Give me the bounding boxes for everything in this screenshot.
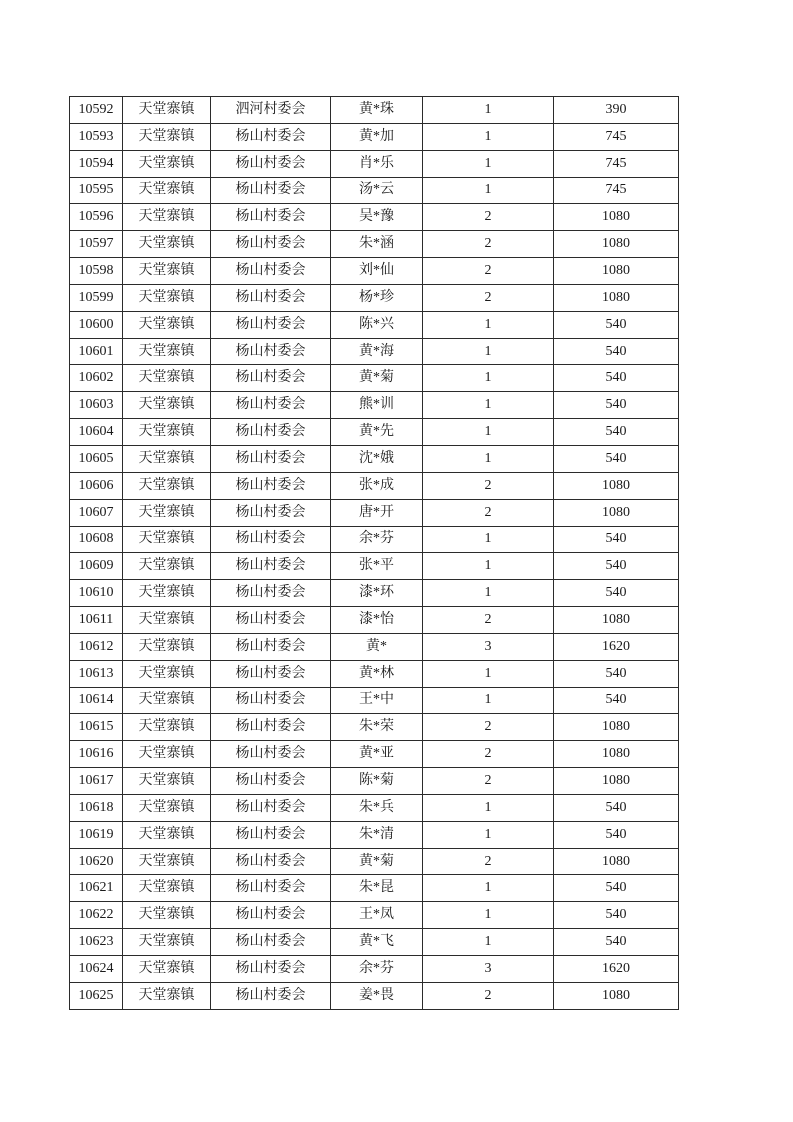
cell-id: 10614 — [70, 687, 123, 714]
cell-name: 王*凤 — [331, 902, 423, 929]
table-row — [70, 526, 679, 553]
cell-name: 陈*兴 — [331, 311, 423, 338]
cell-count: 3 — [423, 956, 554, 983]
table-row — [70, 929, 679, 956]
cell-name: 黄*林 — [331, 660, 423, 687]
cell-count: 2 — [423, 741, 554, 768]
table-row — [70, 607, 679, 634]
cell-village: 杨山村委会 — [211, 929, 331, 956]
cell-id: 10604 — [70, 419, 123, 446]
cell-count: 1 — [423, 97, 554, 124]
cell-id: 10595 — [70, 177, 123, 204]
cell-town: 天堂寨镇 — [123, 875, 211, 902]
cell-count: 1 — [423, 338, 554, 365]
cell-name: 漆*环 — [331, 580, 423, 607]
cell-village: 泗河村委会 — [211, 97, 331, 124]
cell-count: 2 — [423, 258, 554, 285]
cell-amount: 1080 — [554, 231, 679, 258]
cell-id: 10616 — [70, 741, 123, 768]
cell-village: 杨山村委会 — [211, 338, 331, 365]
cell-amount: 1080 — [554, 848, 679, 875]
cell-village: 杨山村委会 — [211, 580, 331, 607]
cell-village: 杨山村委会 — [211, 714, 331, 741]
table-row — [70, 365, 679, 392]
table-row — [70, 177, 679, 204]
cell-town: 天堂寨镇 — [123, 553, 211, 580]
cell-name: 唐*开 — [331, 499, 423, 526]
cell-town: 天堂寨镇 — [123, 526, 211, 553]
table-row — [70, 821, 679, 848]
cell-amount: 540 — [554, 311, 679, 338]
cell-amount: 1080 — [554, 204, 679, 231]
cell-amount: 745 — [554, 123, 679, 150]
cell-village: 杨山村委会 — [211, 311, 331, 338]
table-row — [70, 499, 679, 526]
cell-amount: 745 — [554, 150, 679, 177]
cell-name: 漆*怡 — [331, 607, 423, 634]
cell-count: 2 — [423, 472, 554, 499]
cell-village: 杨山村委会 — [211, 875, 331, 902]
table-row — [70, 150, 679, 177]
cell-amount: 1080 — [554, 714, 679, 741]
cell-id: 10619 — [70, 821, 123, 848]
cell-name: 朱*涵 — [331, 231, 423, 258]
cell-amount: 540 — [554, 445, 679, 472]
cell-count: 1 — [423, 526, 554, 553]
cell-name: 黄*海 — [331, 338, 423, 365]
table-row — [70, 714, 679, 741]
cell-town: 天堂寨镇 — [123, 392, 211, 419]
cell-town: 天堂寨镇 — [123, 472, 211, 499]
cell-id: 10608 — [70, 526, 123, 553]
cell-name: 姜*畏 — [331, 982, 423, 1009]
cell-name: 吴*豫 — [331, 204, 423, 231]
cell-count: 1 — [423, 392, 554, 419]
cell-count: 1 — [423, 419, 554, 446]
cell-count: 1 — [423, 687, 554, 714]
table-row — [70, 848, 679, 875]
cell-count: 1 — [423, 794, 554, 821]
cell-id: 10601 — [70, 338, 123, 365]
cell-count: 2 — [423, 499, 554, 526]
cell-id: 10600 — [70, 311, 123, 338]
cell-count: 3 — [423, 633, 554, 660]
cell-amount: 540 — [554, 580, 679, 607]
cell-id: 10621 — [70, 875, 123, 902]
table-row — [70, 875, 679, 902]
cell-amount: 1620 — [554, 633, 679, 660]
cell-town: 天堂寨镇 — [123, 499, 211, 526]
cell-village: 杨山村委会 — [211, 848, 331, 875]
cell-count: 2 — [423, 982, 554, 1009]
cell-village: 杨山村委会 — [211, 633, 331, 660]
table-row — [70, 258, 679, 285]
table-row — [70, 338, 679, 365]
cell-count: 1 — [423, 150, 554, 177]
table-row — [70, 97, 679, 124]
cell-name: 黄*珠 — [331, 97, 423, 124]
cell-village: 杨山村委会 — [211, 204, 331, 231]
cell-town: 天堂寨镇 — [123, 660, 211, 687]
cell-village: 杨山村委会 — [211, 231, 331, 258]
cell-id: 10598 — [70, 258, 123, 285]
cell-amount: 540 — [554, 553, 679, 580]
cell-town: 天堂寨镇 — [123, 177, 211, 204]
cell-town: 天堂寨镇 — [123, 284, 211, 311]
table-row — [70, 741, 679, 768]
cell-count: 2 — [423, 607, 554, 634]
cell-amount: 540 — [554, 794, 679, 821]
cell-town: 天堂寨镇 — [123, 768, 211, 795]
cell-id: 10609 — [70, 553, 123, 580]
cell-id: 10612 — [70, 633, 123, 660]
cell-count: 1 — [423, 177, 554, 204]
cell-amount: 1080 — [554, 607, 679, 634]
table-row — [70, 123, 679, 150]
cell-amount: 540 — [554, 687, 679, 714]
cell-town: 天堂寨镇 — [123, 687, 211, 714]
cell-village: 杨山村委会 — [211, 177, 331, 204]
cell-id: 10602 — [70, 365, 123, 392]
cell-town: 天堂寨镇 — [123, 633, 211, 660]
cell-count: 2 — [423, 848, 554, 875]
cell-name: 刘*仙 — [331, 258, 423, 285]
table-row — [70, 553, 679, 580]
cell-name: 余*芬 — [331, 526, 423, 553]
cell-id: 10605 — [70, 445, 123, 472]
cell-village: 杨山村委会 — [211, 660, 331, 687]
cell-name: 朱*荣 — [331, 714, 423, 741]
cell-name: 熊*训 — [331, 392, 423, 419]
table-row — [70, 284, 679, 311]
cell-village: 杨山村委会 — [211, 258, 331, 285]
cell-amount: 540 — [554, 419, 679, 446]
cell-count: 2 — [423, 204, 554, 231]
table-row — [70, 768, 679, 795]
cell-amount: 540 — [554, 660, 679, 687]
cell-name: 张*成 — [331, 472, 423, 499]
cell-amount: 1080 — [554, 258, 679, 285]
table-row — [70, 633, 679, 660]
cell-town: 天堂寨镇 — [123, 123, 211, 150]
cell-town: 天堂寨镇 — [123, 982, 211, 1009]
cell-amount: 1080 — [554, 768, 679, 795]
cell-village: 杨山村委会 — [211, 526, 331, 553]
cell-name: 黄*先 — [331, 419, 423, 446]
cell-id: 10596 — [70, 204, 123, 231]
cell-village: 杨山村委会 — [211, 123, 331, 150]
cell-name: 汤*云 — [331, 177, 423, 204]
cell-name: 朱*兵 — [331, 794, 423, 821]
cell-amount: 745 — [554, 177, 679, 204]
cell-count: 1 — [423, 123, 554, 150]
cell-id: 10592 — [70, 97, 123, 124]
cell-town: 天堂寨镇 — [123, 311, 211, 338]
cell-amount: 540 — [554, 365, 679, 392]
table-row — [70, 204, 679, 231]
cell-count: 1 — [423, 580, 554, 607]
cell-town: 天堂寨镇 — [123, 902, 211, 929]
cell-id: 10611 — [70, 607, 123, 634]
cell-name: 王*中 — [331, 687, 423, 714]
cell-count: 1 — [423, 365, 554, 392]
cell-town: 天堂寨镇 — [123, 794, 211, 821]
cell-village: 杨山村委会 — [211, 553, 331, 580]
cell-id: 10617 — [70, 768, 123, 795]
table-body — [70, 97, 679, 1010]
table-row — [70, 982, 679, 1009]
cell-amount: 1080 — [554, 982, 679, 1009]
cell-amount: 540 — [554, 821, 679, 848]
cell-town: 天堂寨镇 — [123, 445, 211, 472]
cell-village: 杨山村委会 — [211, 956, 331, 983]
cell-town: 天堂寨镇 — [123, 150, 211, 177]
cell-village: 杨山村委会 — [211, 392, 331, 419]
cell-name: 黄*飞 — [331, 929, 423, 956]
cell-town: 天堂寨镇 — [123, 714, 211, 741]
cell-amount: 1080 — [554, 499, 679, 526]
cell-name: 肖*乐 — [331, 150, 423, 177]
cell-count: 2 — [423, 714, 554, 741]
cell-town: 天堂寨镇 — [123, 741, 211, 768]
cell-id: 10625 — [70, 982, 123, 1009]
cell-village: 杨山村委会 — [211, 472, 331, 499]
cell-count: 2 — [423, 768, 554, 795]
cell-id: 10623 — [70, 929, 123, 956]
cell-count: 1 — [423, 875, 554, 902]
cell-count: 1 — [423, 445, 554, 472]
cell-count: 1 — [423, 821, 554, 848]
cell-village: 杨山村委会 — [211, 365, 331, 392]
cell-village: 杨山村委会 — [211, 982, 331, 1009]
cell-id: 10606 — [70, 472, 123, 499]
cell-village: 杨山村委会 — [211, 902, 331, 929]
cell-town: 天堂寨镇 — [123, 258, 211, 285]
cell-id: 10597 — [70, 231, 123, 258]
table-row — [70, 419, 679, 446]
cell-town: 天堂寨镇 — [123, 607, 211, 634]
cell-name: 张*平 — [331, 553, 423, 580]
cell-village: 杨山村委会 — [211, 499, 331, 526]
cell-village: 杨山村委会 — [211, 150, 331, 177]
cell-count: 1 — [423, 311, 554, 338]
cell-amount: 540 — [554, 929, 679, 956]
cell-town: 天堂寨镇 — [123, 419, 211, 446]
cell-id: 10593 — [70, 123, 123, 150]
cell-village: 杨山村委会 — [211, 768, 331, 795]
cell-name: 朱*清 — [331, 821, 423, 848]
cell-village: 杨山村委会 — [211, 821, 331, 848]
table-row — [70, 445, 679, 472]
beneficiary-table — [69, 96, 679, 1010]
cell-amount: 390 — [554, 97, 679, 124]
cell-id: 10599 — [70, 284, 123, 311]
cell-village: 杨山村委会 — [211, 741, 331, 768]
cell-name: 黄*菊 — [331, 365, 423, 392]
cell-amount: 540 — [554, 338, 679, 365]
cell-village: 杨山村委会 — [211, 687, 331, 714]
cell-count: 1 — [423, 902, 554, 929]
cell-id: 10620 — [70, 848, 123, 875]
cell-id: 10615 — [70, 714, 123, 741]
cell-amount: 540 — [554, 526, 679, 553]
cell-town: 天堂寨镇 — [123, 929, 211, 956]
cell-town: 天堂寨镇 — [123, 580, 211, 607]
cell-town: 天堂寨镇 — [123, 338, 211, 365]
cell-town: 天堂寨镇 — [123, 231, 211, 258]
table-row — [70, 392, 679, 419]
table-row — [70, 687, 679, 714]
cell-name: 黄* — [331, 633, 423, 660]
cell-count: 2 — [423, 284, 554, 311]
table-row — [70, 956, 679, 983]
table-row — [70, 231, 679, 258]
cell-amount: 1080 — [554, 284, 679, 311]
cell-name: 黄*加 — [331, 123, 423, 150]
cell-id: 10613 — [70, 660, 123, 687]
cell-count: 1 — [423, 929, 554, 956]
cell-town: 天堂寨镇 — [123, 204, 211, 231]
table-row — [70, 902, 679, 929]
cell-id: 10603 — [70, 392, 123, 419]
table-row — [70, 472, 679, 499]
cell-town: 天堂寨镇 — [123, 821, 211, 848]
cell-town: 天堂寨镇 — [123, 956, 211, 983]
cell-town: 天堂寨镇 — [123, 848, 211, 875]
cell-village: 杨山村委会 — [211, 419, 331, 446]
cell-amount: 1080 — [554, 472, 679, 499]
cell-id: 10607 — [70, 499, 123, 526]
cell-id: 10618 — [70, 794, 123, 821]
cell-id: 10622 — [70, 902, 123, 929]
table-row — [70, 660, 679, 687]
cell-town: 天堂寨镇 — [123, 97, 211, 124]
table-row — [70, 580, 679, 607]
cell-amount: 540 — [554, 902, 679, 929]
cell-name: 沈*娥 — [331, 445, 423, 472]
cell-name: 朱*昆 — [331, 875, 423, 902]
table-row — [70, 311, 679, 338]
cell-name: 余*芬 — [331, 956, 423, 983]
cell-name: 杨*珍 — [331, 284, 423, 311]
cell-name: 陈*菊 — [331, 768, 423, 795]
cell-village: 杨山村委会 — [211, 284, 331, 311]
cell-id: 10624 — [70, 956, 123, 983]
cell-amount: 1620 — [554, 956, 679, 983]
cell-village: 杨山村委会 — [211, 445, 331, 472]
cell-amount: 540 — [554, 875, 679, 902]
cell-count: 1 — [423, 660, 554, 687]
cell-id: 10594 — [70, 150, 123, 177]
cell-amount: 1080 — [554, 741, 679, 768]
table-row — [70, 794, 679, 821]
cell-count: 1 — [423, 553, 554, 580]
cell-count: 2 — [423, 231, 554, 258]
cell-village: 杨山村委会 — [211, 794, 331, 821]
cell-amount: 540 — [554, 392, 679, 419]
cell-town: 天堂寨镇 — [123, 365, 211, 392]
cell-village: 杨山村委会 — [211, 607, 331, 634]
cell-name: 黄*菊 — [331, 848, 423, 875]
cell-id: 10610 — [70, 580, 123, 607]
cell-name: 黄*亚 — [331, 741, 423, 768]
